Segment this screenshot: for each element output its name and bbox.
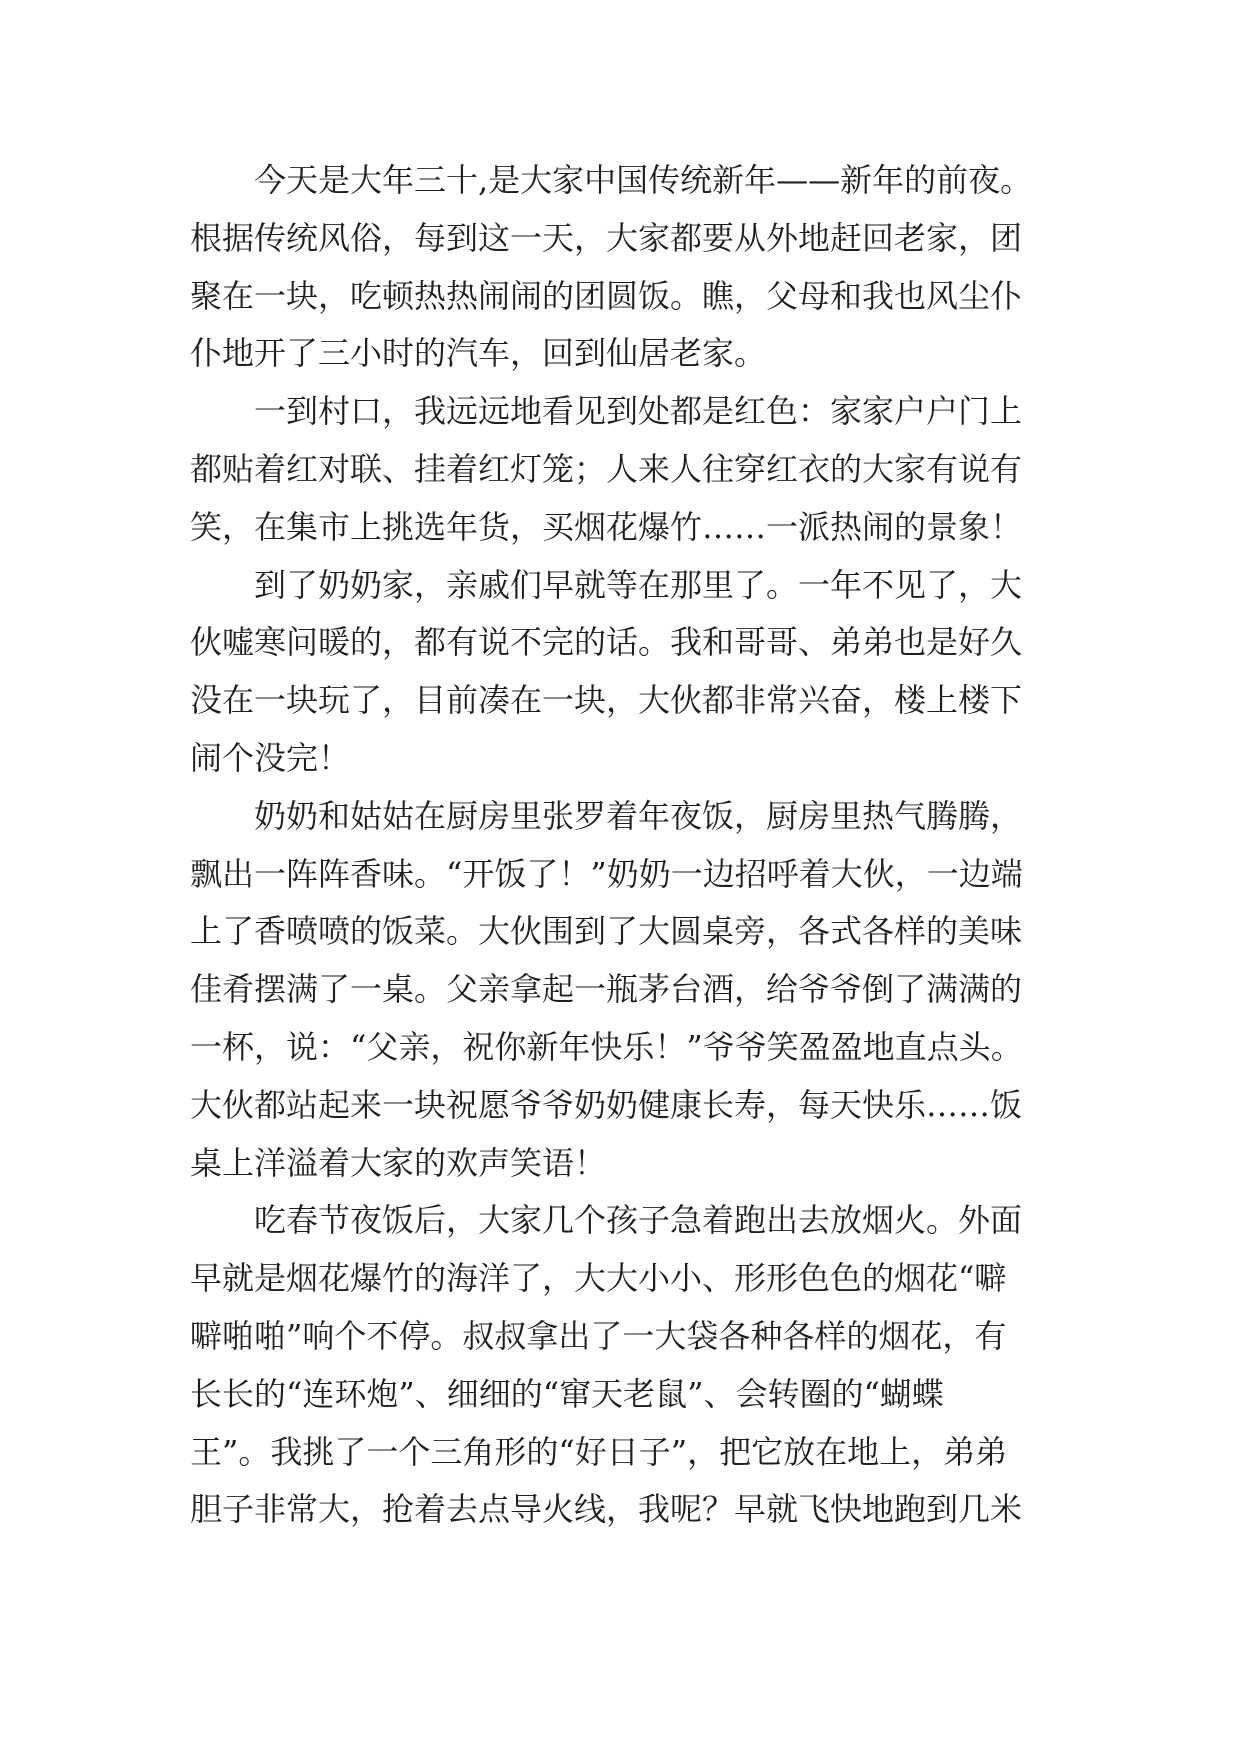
text-line: 胆子非常大，抢着去点导火线，我呢？早就飞快地跑到几米	[190, 1490, 1023, 1529]
text-line: 到了奶奶家，亲戚们早就等在那里了。一年不见了，大	[254, 565, 1023, 604]
text-line: 闹个没完！	[190, 738, 351, 777]
text-line: 仆地开了三小时的汽车，回到仙居老家。	[190, 334, 767, 373]
text-line: 桌上洋溢着大家的欢声笑语！	[190, 1143, 607, 1182]
text-line: 上了香喷喷的饭菜。大伙围到了大圆桌旁，各式各样的美味	[190, 912, 1023, 951]
text-line: 今天是大年三十,是大家中国传统新年——新年的前夜。	[254, 161, 1033, 199]
text-line: 笑，在集市上挑选年货，买烟花爆竹……一派热闹的景象！	[190, 507, 1023, 546]
text-line: 噼啪啪”响个不停。叔叔拿出了一大袋各种各样的烟花，有	[190, 1316, 1007, 1355]
text-line: 王”。我挑了一个三角形的“好日子”，把它放在地上，弟弟	[190, 1432, 1008, 1471]
text-line: 根据传统风俗，每到这一天，大家都要从外地赶回老家，团	[190, 218, 1023, 257]
text-line: 飘出一阵阵香味。“开饭了！”奶奶一边招呼着大伙，一边端	[190, 854, 1023, 893]
text-line: 一杯，说：“父亲，祝你新年快乐！”爷爷笑盈盈地直点头。	[190, 1027, 1023, 1066]
text-line: 早就是烟花爆竹的海洋了，大大小小、形形色色的烟花“噼	[190, 1259, 1007, 1298]
text-line: 奶奶和姑姑在厨房里张罗着年夜饭，厨房里热气腾腾，	[254, 796, 1023, 835]
text-line: 吃春节夜饭后，大家几个孩子急着跑出去放烟火。外面	[254, 1201, 1023, 1240]
text-line: 聚在一块，吃顿热热闹闹的团圆饭。瞧，父母和我也风尘仆	[190, 276, 1023, 315]
text-line: 大伙都站起来一块祝愿爷爷奶奶健康长寿，每天快乐……饭	[190, 1085, 1023, 1124]
text-line: 都贴着红对联、挂着红灯笼；人来人往穿红衣的大家有说有	[190, 449, 1023, 488]
text-line: 一到村口，我远远地看见到处都是红色：家家户户门上	[254, 392, 1023, 431]
text-line: 没在一块玩了，目前凑在一块，大伙都非常兴奋，楼上楼下	[190, 681, 1023, 720]
essay-body	[190, 152, 1070, 1539]
text-line: 伙嘘寒问暖的，都有说不完的话。我和哥哥、弟弟也是好久	[190, 623, 1023, 662]
text-line: 长长的“连环炮”、细细的“窜天老鼠”、会转圈的“蝴蝶	[190, 1374, 944, 1413]
text-line: 佳肴摆满了一桌。父亲拿起一瓶茅台酒，给爷爷倒了满满的	[190, 970, 1023, 1009]
